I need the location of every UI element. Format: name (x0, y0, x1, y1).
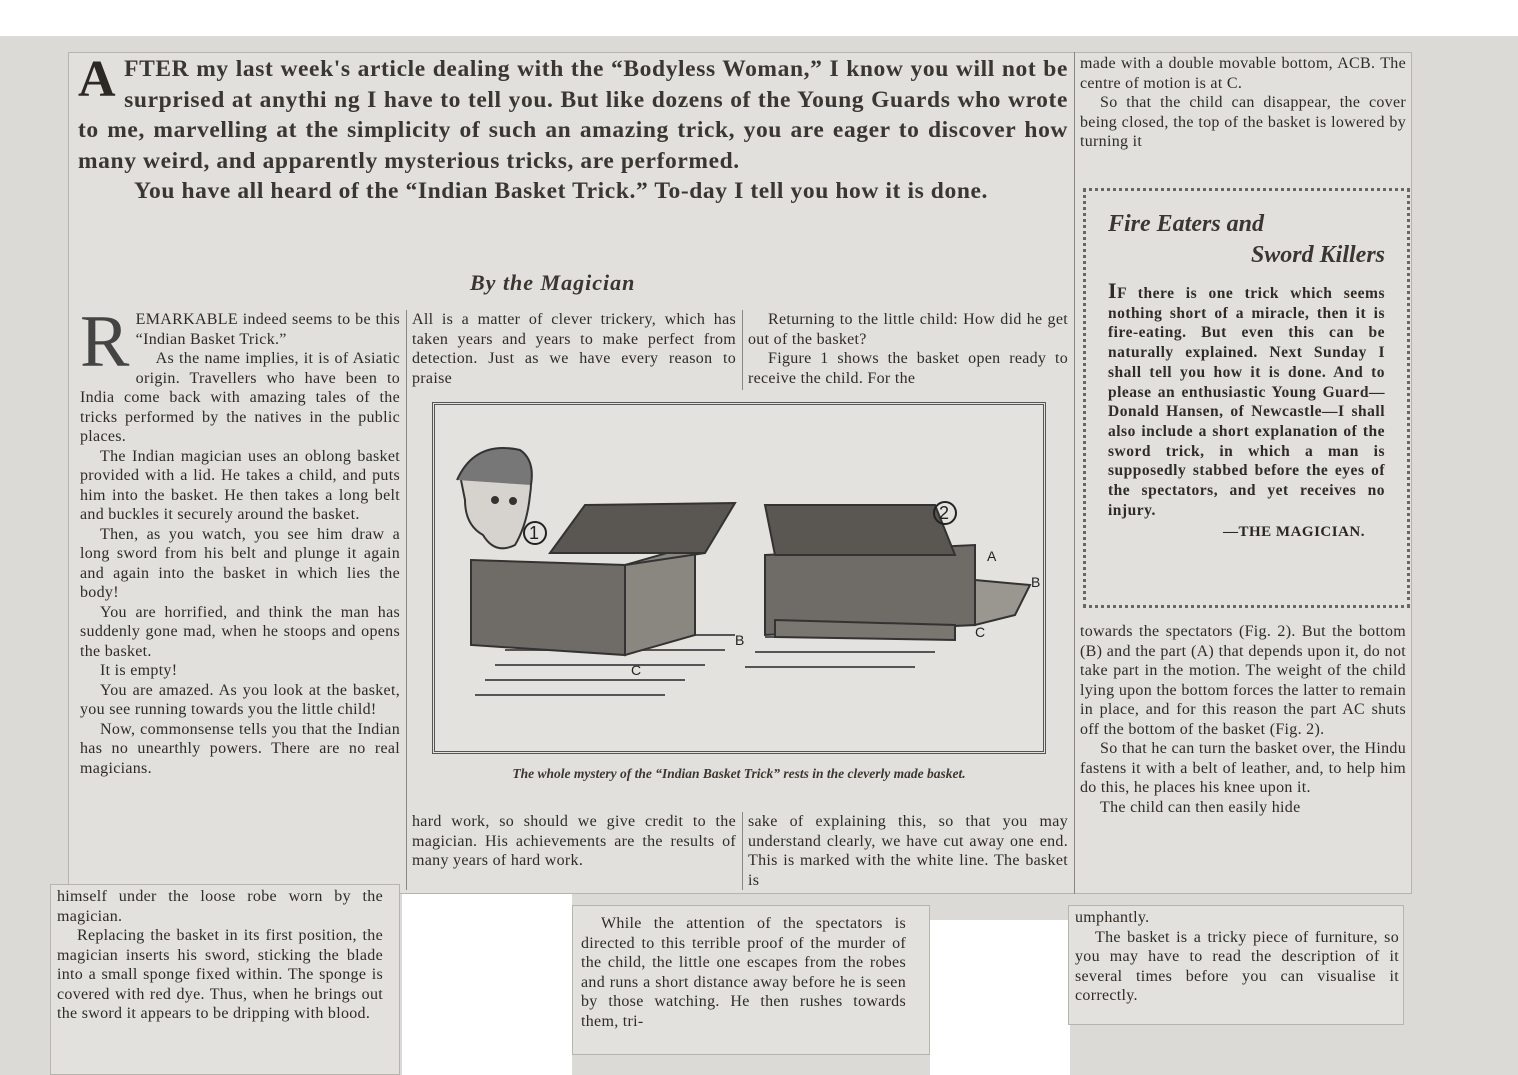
col1-paragraph: You are amazed. As you look at the basket, you see running towards you the little child! (80, 681, 400, 718)
basket-illustration (432, 402, 1046, 754)
column-rule (742, 812, 743, 890)
clip3-paragraph: The basket is a tricky piece of furniture, so you may have to read the description of it several times before you can visualise it correctly. (1075, 928, 1399, 1004)
clip3-paragraph: umphantly. (1075, 909, 1150, 926)
column-2-bottom (412, 812, 736, 871)
clip1-paragraph: himself under the loose robe worn by the magician. (57, 888, 383, 925)
clipping-1 (50, 884, 400, 1075)
sidebar-title-line-1: Fire Eaters and (1108, 211, 1265, 237)
col4-paragraph: made with a double movable bottom, ACB. The centre of motion is at C. (1080, 55, 1406, 92)
sidebar-box (1083, 188, 1410, 608)
col1-paragraph: You are horrified, and think the man has suddenly gone mad, when he stoops and opens the basket. (80, 603, 400, 660)
headline-paragraph-1: FTER my last week's article dealing with the “Bodyless Woman,” I know you will not be surprised at anythi ng I have to tell you. But like dozens of the Young Guards who wrote to me, marvelling at the simplicity of such an amazing trick, you are eager to discover how many weird, and apparently mysterious tricks, are performed. (78, 56, 1068, 174)
column-4-top (1080, 54, 1406, 152)
col1-paragraph: Now, commonsense tells you that the Indian has no unearthly powers. There are no real magicians. (80, 720, 400, 777)
basket-drawing (435, 405, 1043, 751)
figure-caption: The whole mystery of the “Indian Basket Trick” rests in the cleverly made basket. (512, 766, 966, 781)
headline-paragraph-2: You have all heard of the “Indian Basket Trick.” To-day I tell you how it is done. (134, 178, 988, 204)
col1-paragraph: It is empty! (100, 662, 178, 679)
figure-label-2: 2 (939, 503, 950, 523)
col4-paragraph: The child can then easily hide (1100, 798, 1301, 816)
col4-paragraph: So that the child can disappear, the cover being closed, the top of the basket is lowered by turning it (1080, 94, 1406, 150)
clip1-paragraph: Replacing the basket in its first position, the magician inserts his sword, sticking the blade into a small sponge fixed within. The sponge is covered with red dye. Thus, when he brings out the sword it appears to be dripping with blood. (57, 927, 383, 1022)
page-gap (402, 894, 572, 1075)
clipping-3 (1068, 905, 1404, 1025)
col2-paragraph: All is a matter of clever trickery, which has taken years and years to make perfect from detection. Just as we have every reason to praise (412, 311, 736, 387)
figure-letter: C (631, 662, 642, 678)
figure-letter: C (975, 624, 986, 640)
column-rule (742, 310, 743, 390)
col3-paragraph: Figure 1 shows the basket open ready to receive the child. For the (748, 350, 1068, 387)
column-2-top (412, 310, 736, 388)
col1-paragraph: Then, as you watch, you see him draw a long sword from his belt and plunge it again and again into the basket in which lies the body! (80, 525, 400, 601)
sidebar-body (1108, 278, 1385, 520)
sidebar-title-line-2: Sword Killers (1250, 242, 1385, 268)
byline: By the Magician (470, 270, 636, 295)
col1-intro: EMARKABLE indeed seems to be this “Indian Basket Trick.” (135, 311, 400, 348)
column-rule (406, 310, 407, 890)
col3-paragraph: sake of explaining this, so that you may understand clearly, we have cut away one end. This is marked with the white line. The basket is (748, 813, 1068, 889)
col4-paragraph: towards the spectators (Fig. 2). But the bottom (B) and the part (A) that depends upon it, do not take part in the motion. The weight of the child lying upon the bottom forces the latter to remain in place, and for this reason the part AC shuts off the bottom of the basket (Fig. 2). (1080, 623, 1406, 738)
sidebar-text: F there is one trick which seems nothing short of a miracle, then it is fire-eating. But even this can be naturally explained. Next Sunday I shall tell you how it is done. And to please an enthusiastic Young Guard—Donald Hansen, of Newcastle—I shall also include a short explanation of the sword trick, in which a man is supposedly stabbed before the eyes of the spectators, and yet receives no injury. (1108, 285, 1385, 519)
drop-cap: A (78, 51, 117, 108)
clip2-paragraph: While the attention of the spectators is directed to this terrible proof of the murder of the child, the little one escapes from the robes and runs a short distance away before he is seen by those watching. He then rushes towards them, tri- (581, 915, 906, 1030)
column-1 (80, 301, 400, 778)
headline (78, 51, 1068, 207)
col1-paragraph: As the name implies, it is of Asiatic origin. Travellers who have been to India come back with amazing tales of the tricks performed by the natives in the public places. (80, 350, 400, 445)
column-4-bottom (1080, 622, 1406, 817)
col2-paragraph: hard work, so should we give credit to the magician. His achievements are the results of many years of hard work. (412, 813, 736, 869)
drop-cap: R (80, 301, 130, 383)
sidebar-initial: I (1108, 278, 1118, 303)
figure-label-1: 1 (529, 523, 540, 543)
page-gap (930, 920, 1070, 1075)
figure-letter: B (735, 632, 745, 648)
figure-letter: B (1031, 574, 1041, 590)
clipping-2 (572, 905, 930, 1055)
col1-paragraph: The Indian magician uses an oblong basket provided with a lid. He takes a child, and puts him into the basket. He then takes a long belt and buckles it securely around the basket. (80, 447, 400, 523)
figure-letter: A (987, 548, 997, 564)
col3-paragraph: Returning to the little child: How did he get out of the basket? (748, 311, 1068, 348)
column-rule (1074, 52, 1075, 894)
sidebar-signature: —THE MAGICIAN. (1222, 524, 1365, 541)
column-3-top (748, 310, 1068, 388)
column-3-bottom (748, 812, 1068, 890)
basket-2 (765, 505, 1030, 640)
magician-head (457, 448, 532, 548)
col4-paragraph: So that he can turn the basket over, the Hindu fastens it with a belt of leather, and, to help him do this, he places his knee upon it. (1080, 740, 1406, 796)
